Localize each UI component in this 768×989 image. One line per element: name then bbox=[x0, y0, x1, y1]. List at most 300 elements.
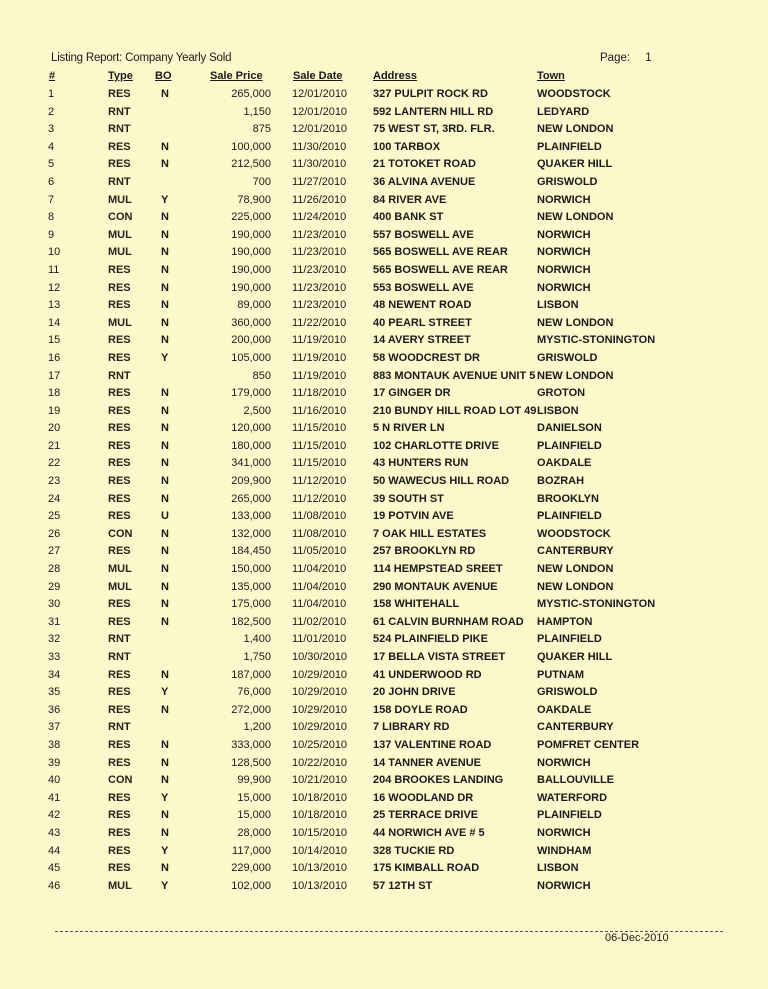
sale-date-cell: 12/01/2010 bbox=[292, 105, 348, 118]
address-cell: 50 WAWECUS HILL ROAD bbox=[373, 475, 510, 488]
sale-date-cell: 11/22/2010 bbox=[292, 316, 347, 329]
table-row bbox=[0, 843, 768, 861]
bo-cell: N bbox=[161, 756, 169, 769]
report-title: Listing Report: Company Yearly Sold bbox=[51, 52, 232, 64]
type-cell: RES bbox=[108, 862, 131, 875]
type-cell: RES bbox=[108, 334, 131, 347]
address-cell: 75 WEST ST, 3RD. FLR. bbox=[373, 123, 495, 136]
type-cell: RNT bbox=[108, 633, 131, 646]
row-number-cell: 31 bbox=[48, 615, 61, 628]
bo-cell: N bbox=[161, 404, 169, 417]
sale-date-cell: 11/19/2010 bbox=[292, 351, 347, 364]
sale-price-cell: 150,000 bbox=[231, 563, 271, 576]
bo-cell: Y bbox=[161, 351, 169, 364]
row-number-cell: 41 bbox=[48, 791, 61, 804]
table-row bbox=[0, 473, 768, 491]
town-cell: NEW LONDON bbox=[537, 580, 614, 593]
type-cell: RNT bbox=[108, 175, 131, 188]
table-row bbox=[0, 596, 768, 614]
row-number-cell: 8 bbox=[48, 211, 55, 224]
type-cell: RES bbox=[108, 510, 131, 523]
sale-price-cell: 225,000 bbox=[231, 211, 271, 224]
type-cell: RES bbox=[108, 140, 131, 153]
town-cell: BROOKLYN bbox=[537, 492, 599, 505]
address-cell: 44 NORWICH AVE # 5 bbox=[373, 826, 485, 839]
row-number-cell: 7 bbox=[48, 193, 55, 206]
type-cell: RNT bbox=[108, 721, 131, 734]
bo-cell: N bbox=[161, 387, 169, 400]
town-cell: NORWICH bbox=[537, 756, 591, 769]
table-row bbox=[0, 860, 768, 878]
row-number-cell: 35 bbox=[48, 686, 61, 699]
address-cell: 400 BANK ST bbox=[373, 211, 444, 224]
sale-price-cell: 175,000 bbox=[231, 598, 271, 611]
row-number-cell: 15 bbox=[48, 334, 61, 347]
sale-date-cell: 10/29/2010 bbox=[292, 721, 348, 734]
town-cell: NEW LONDON bbox=[537, 316, 614, 329]
sale-price-cell: 89,000 bbox=[237, 299, 271, 312]
town-cell: PLAINFIELD bbox=[537, 140, 602, 153]
address-cell: 36 ALVINA AVENUE bbox=[373, 175, 476, 188]
page-label: Page: bbox=[600, 52, 631, 64]
sale-date-cell: 10/29/2010 bbox=[292, 668, 348, 681]
sale-price-cell: 265,000 bbox=[231, 492, 271, 505]
sale-price-cell: 182,500 bbox=[231, 615, 271, 628]
table-row bbox=[0, 807, 768, 825]
table-row bbox=[0, 455, 768, 473]
address-cell: 7 OAK HILL ESTATES bbox=[373, 527, 487, 540]
row-number-cell: 34 bbox=[48, 668, 61, 681]
sale-price-cell: 117,000 bbox=[232, 844, 271, 857]
sale-price-cell: 1,400 bbox=[243, 633, 271, 646]
bo-cell: N bbox=[161, 439, 169, 452]
address-cell: 5 N RIVER LN bbox=[373, 422, 445, 435]
type-cell: MUL bbox=[108, 580, 132, 593]
table-row bbox=[0, 508, 768, 526]
table-row bbox=[0, 192, 768, 210]
sale-price-cell: 850 bbox=[252, 369, 271, 382]
town-cell: LEDYARD bbox=[537, 105, 590, 118]
address-cell: 19 POTVIN AVE bbox=[373, 510, 454, 523]
sale-date-cell: 11/02/2010 bbox=[292, 615, 347, 628]
address-cell: 16 WOODLAND DR bbox=[373, 791, 474, 804]
address-cell: 328 TUCKIE RD bbox=[373, 844, 455, 857]
row-number-cell: 38 bbox=[48, 738, 61, 751]
address-cell: 40 PEARL STREET bbox=[373, 316, 472, 329]
address-cell: 14 TANNER AVENUE bbox=[373, 756, 481, 769]
type-cell: RES bbox=[108, 844, 131, 857]
sale-price-cell: 135,000 bbox=[231, 580, 271, 593]
sale-price-cell: 128,500 bbox=[231, 756, 271, 769]
address-cell: 25 TERRACE DRIVE bbox=[373, 809, 479, 822]
address-cell: 565 BOSWELL AVE REAR bbox=[373, 246, 508, 259]
table-row bbox=[0, 649, 768, 667]
town-cell: WOODSTOCK bbox=[537, 88, 611, 100]
town-cell: OAKDALE bbox=[537, 457, 592, 470]
type-cell: RES bbox=[108, 88, 131, 100]
column-header-town: Town bbox=[537, 70, 565, 82]
type-cell: RES bbox=[108, 439, 131, 452]
sale-price-cell: 190,000 bbox=[231, 263, 271, 276]
address-cell: 17 BELLA VISTA STREET bbox=[373, 651, 506, 663]
town-cell: NORWICH bbox=[537, 193, 591, 206]
address-cell: 21 TOTOKET ROAD bbox=[373, 158, 476, 171]
type-cell: MUL bbox=[108, 228, 132, 241]
town-cell: MYSTIC-STONINGTON bbox=[537, 598, 656, 611]
row-number-cell: 37 bbox=[48, 721, 61, 734]
type-cell: RES bbox=[108, 351, 131, 364]
type-cell: RES bbox=[108, 457, 131, 470]
address-cell: 20 JOHN DRIVE bbox=[373, 686, 456, 699]
sale-price-cell: 99,900 bbox=[237, 774, 271, 787]
table-row bbox=[0, 385, 768, 403]
town-cell: LISBON bbox=[537, 862, 579, 875]
row-number-cell: 9 bbox=[48, 228, 55, 241]
bo-cell: N bbox=[161, 475, 169, 488]
bo-cell: Y bbox=[161, 686, 169, 699]
table-row bbox=[0, 737, 768, 755]
type-cell: RNT bbox=[108, 105, 131, 118]
town-cell: NEW LONDON bbox=[537, 123, 614, 136]
address-cell: 100 TARBOX bbox=[373, 140, 441, 153]
table-row bbox=[0, 438, 768, 456]
sale-price-cell: 102,000 bbox=[231, 879, 271, 892]
sale-date-cell: 11/23/2010 bbox=[292, 263, 347, 276]
sale-price-cell: 179,000 bbox=[231, 387, 271, 400]
type-cell: MUL bbox=[108, 879, 132, 892]
town-cell: WATERFORD bbox=[537, 791, 608, 804]
town-cell: LISBON bbox=[537, 404, 579, 417]
column-header-sale-date: Sale Date bbox=[293, 70, 343, 82]
sale-date-cell: 11/23/2010 bbox=[292, 246, 347, 259]
row-number-cell: 22 bbox=[48, 457, 61, 470]
column-header-bo: BO bbox=[155, 70, 172, 82]
address-cell: 39 SOUTH ST bbox=[373, 492, 444, 505]
town-cell: PLAINFIELD bbox=[537, 809, 602, 822]
bo-cell: N bbox=[161, 211, 169, 224]
type-cell: RES bbox=[108, 158, 131, 171]
table-row bbox=[0, 755, 768, 773]
bo-cell: N bbox=[161, 88, 169, 100]
sale-date-cell: 12/01/2010 bbox=[292, 123, 348, 136]
bo-cell: N bbox=[161, 545, 169, 558]
sale-date-cell: 11/12/2010 bbox=[292, 475, 347, 488]
sale-date-cell: 11/04/2010 bbox=[292, 598, 347, 611]
type-cell: MUL bbox=[108, 316, 132, 329]
bo-cell: U bbox=[161, 510, 169, 523]
sale-date-cell: 11/18/2010 bbox=[292, 387, 347, 400]
sale-date-cell: 11/23/2010 bbox=[292, 281, 347, 294]
column-header-address: Address bbox=[373, 70, 418, 82]
sale-date-cell: 10/22/2010 bbox=[292, 756, 348, 769]
bo-cell: N bbox=[161, 263, 169, 276]
address-cell: 57 12TH ST bbox=[373, 879, 433, 892]
address-cell: 61 CALVIN BURNHAM ROAD bbox=[373, 615, 524, 628]
bo-cell: Y bbox=[161, 879, 169, 892]
sale-date-cell: 11/15/2010 bbox=[292, 439, 347, 452]
table-row bbox=[0, 631, 768, 649]
bo-cell: N bbox=[161, 158, 169, 171]
row-number-cell: 5 bbox=[48, 158, 55, 171]
type-cell: MUL bbox=[108, 563, 132, 576]
table-row bbox=[0, 315, 768, 333]
bo-cell: N bbox=[161, 598, 169, 611]
table-row bbox=[0, 280, 768, 298]
bo-cell: N bbox=[161, 228, 169, 241]
sale-price-cell: 341,000 bbox=[231, 457, 271, 470]
table-row bbox=[0, 297, 768, 315]
bo-cell: N bbox=[161, 334, 169, 347]
town-cell: DANIELSON bbox=[537, 422, 602, 435]
sale-date-cell: 11/08/2010 bbox=[292, 510, 347, 523]
type-cell: RES bbox=[108, 475, 131, 488]
table-row bbox=[0, 614, 768, 632]
table-header bbox=[0, 70, 768, 84]
table-row bbox=[0, 579, 768, 597]
table-row bbox=[0, 825, 768, 843]
town-cell: PLAINFIELD bbox=[537, 510, 602, 523]
table-row bbox=[0, 702, 768, 720]
row-number-cell: 44 bbox=[48, 844, 61, 857]
address-cell: 158 DOYLE ROAD bbox=[373, 703, 468, 716]
town-cell: QUAKER HILL bbox=[537, 158, 613, 171]
bo-cell: N bbox=[161, 563, 169, 576]
sale-price-cell: 187,000 bbox=[231, 668, 271, 681]
sale-date-cell: 10/13/2010 bbox=[292, 862, 348, 875]
sale-price-cell: 15,000 bbox=[237, 791, 271, 804]
sale-price-cell: 1,750 bbox=[243, 651, 271, 663]
town-cell: WINDHAM bbox=[537, 844, 592, 857]
table-row bbox=[0, 772, 768, 790]
address-cell: 58 WOODCREST DR bbox=[373, 351, 480, 364]
column-header-sale-price: Sale Price bbox=[210, 70, 263, 82]
sale-date-cell: 12/01/2010 bbox=[292, 88, 348, 100]
type-cell: CON bbox=[108, 211, 133, 224]
table-row bbox=[0, 156, 768, 174]
sale-date-cell: 10/15/2010 bbox=[292, 826, 348, 839]
table-row bbox=[0, 174, 768, 192]
sale-date-cell: 11/12/2010 bbox=[292, 492, 347, 505]
table-row bbox=[0, 262, 768, 280]
type-cell: RES bbox=[108, 545, 131, 558]
sale-date-cell: 11/08/2010 bbox=[292, 527, 347, 540]
type-cell: RES bbox=[108, 263, 131, 276]
town-cell: CANTERBURY bbox=[537, 721, 614, 734]
row-number-cell: 33 bbox=[48, 651, 61, 663]
sale-price-cell: 132,000 bbox=[231, 527, 271, 540]
type-cell: RNT bbox=[108, 651, 131, 663]
table-row bbox=[0, 878, 768, 896]
type-cell: RES bbox=[108, 492, 131, 505]
table-row bbox=[0, 350, 768, 368]
row-number-cell: 43 bbox=[48, 826, 61, 839]
footer-date: 06-Dec-2010 bbox=[605, 932, 669, 944]
sale-price-cell: 360,000 bbox=[231, 316, 271, 329]
sale-date-cell: 11/23/2010 bbox=[292, 228, 347, 241]
type-cell: RES bbox=[108, 281, 131, 294]
bo-cell: N bbox=[161, 492, 169, 505]
row-number-cell: 20 bbox=[48, 422, 61, 435]
sale-date-cell: 10/30/2010 bbox=[292, 651, 348, 663]
town-cell: WOODSTOCK bbox=[537, 527, 611, 540]
row-number-cell: 36 bbox=[48, 703, 61, 716]
row-number-cell: 12 bbox=[48, 281, 61, 294]
table-row bbox=[0, 403, 768, 421]
sale-price-cell: 190,000 bbox=[231, 281, 271, 294]
row-number-cell: 45 bbox=[48, 862, 61, 875]
address-cell: 158 WHITEHALL bbox=[373, 598, 460, 611]
table-row bbox=[0, 121, 768, 139]
sale-price-cell: 120,000 bbox=[231, 422, 271, 435]
bo-cell: N bbox=[161, 703, 169, 716]
type-cell: RES bbox=[108, 686, 131, 699]
sale-date-cell: 11/23/2010 bbox=[292, 299, 347, 312]
bo-cell: N bbox=[161, 580, 169, 593]
bo-cell: N bbox=[161, 738, 169, 751]
row-number-cell: 42 bbox=[48, 809, 61, 822]
sale-price-cell: 1,200 bbox=[243, 721, 271, 734]
address-cell: 327 PULPIT ROCK RD bbox=[373, 88, 488, 100]
sale-price-cell: 700 bbox=[252, 175, 271, 188]
address-cell: 592 LANTERN HILL RD bbox=[373, 105, 494, 118]
town-cell: GROTON bbox=[537, 387, 586, 400]
type-cell: CON bbox=[108, 527, 133, 540]
address-cell: 557 BOSWELL AVE bbox=[373, 228, 474, 241]
type-cell: RES bbox=[108, 422, 131, 435]
bo-cell: N bbox=[161, 862, 169, 875]
row-number-cell: 26 bbox=[48, 527, 61, 540]
type-cell: MUL bbox=[108, 193, 132, 206]
bo-cell: N bbox=[161, 457, 169, 470]
type-cell: RES bbox=[108, 404, 131, 417]
type-cell: RES bbox=[108, 598, 131, 611]
bo-cell: N bbox=[161, 299, 169, 312]
sale-date-cell: 11/04/2010 bbox=[292, 563, 347, 576]
sale-date-cell: 11/16/2010 bbox=[292, 404, 347, 417]
sale-price-cell: 212,500 bbox=[231, 158, 271, 171]
sale-price-cell: 265,000 bbox=[231, 88, 271, 100]
address-cell: 114 HEMPSTEAD SREET bbox=[373, 563, 503, 576]
town-cell: BOZRAH bbox=[537, 475, 585, 488]
type-cell: RES bbox=[108, 738, 131, 751]
town-cell: NEW LONDON bbox=[537, 211, 614, 224]
sale-date-cell: 11/04/2010 bbox=[292, 580, 347, 593]
sale-date-cell: 10/29/2010 bbox=[292, 703, 348, 716]
bo-cell: N bbox=[161, 668, 169, 681]
type-cell: RES bbox=[108, 809, 131, 822]
town-cell: NORWICH bbox=[537, 826, 591, 839]
row-number-cell: 39 bbox=[48, 756, 61, 769]
address-cell: 17 GINGER DR bbox=[373, 387, 451, 400]
town-cell: NORWICH bbox=[537, 246, 591, 259]
page-number: 1 bbox=[645, 52, 652, 64]
address-cell: 204 BROOKES LANDING bbox=[373, 774, 504, 787]
sale-price-cell: 209,900 bbox=[231, 475, 271, 488]
address-cell: 257 BROOKLYN RD bbox=[373, 545, 476, 558]
address-cell: 553 BOSWELL AVE bbox=[373, 281, 474, 294]
sale-date-cell: 10/14/2010 bbox=[292, 844, 348, 857]
table-row bbox=[0, 667, 768, 685]
bo-cell: N bbox=[161, 826, 169, 839]
town-cell: NORWICH bbox=[537, 879, 591, 892]
town-cell: PUTNAM bbox=[537, 668, 585, 681]
type-cell: RNT bbox=[108, 123, 131, 136]
bo-cell: N bbox=[161, 140, 169, 153]
sale-price-cell: 1,150 bbox=[243, 105, 271, 118]
address-cell: 290 MONTAUK AVENUE bbox=[373, 580, 498, 593]
address-cell: 84 RIVER AVE bbox=[373, 193, 447, 206]
sale-date-cell: 11/15/2010 bbox=[292, 422, 347, 435]
row-number-cell: 1 bbox=[48, 88, 55, 100]
row-number-cell: 32 bbox=[48, 633, 61, 646]
row-number-cell: 18 bbox=[48, 387, 61, 400]
town-cell: PLAINFIELD bbox=[537, 633, 602, 646]
type-cell: RES bbox=[108, 299, 131, 312]
sale-date-cell: 11/26/2010 bbox=[292, 193, 347, 206]
sale-date-cell: 11/01/2010 bbox=[292, 633, 347, 646]
row-number-cell: 27 bbox=[48, 545, 61, 558]
sale-price-cell: 190,000 bbox=[231, 228, 271, 241]
sale-price-cell: 105,000 bbox=[231, 351, 271, 364]
sale-price-cell: 229,000 bbox=[231, 862, 271, 875]
table-row bbox=[0, 244, 768, 262]
row-number-cell: 16 bbox=[48, 351, 61, 364]
row-number-cell: 6 bbox=[48, 175, 55, 188]
sale-date-cell: 10/21/2010 bbox=[292, 774, 348, 787]
sale-price-cell: 133,000 bbox=[231, 510, 271, 523]
sale-date-cell: 10/25/2010 bbox=[292, 738, 348, 751]
type-cell: RES bbox=[108, 668, 131, 681]
town-cell: GRISWOLD bbox=[537, 175, 598, 188]
type-cell: CON bbox=[108, 774, 133, 787]
type-cell: RES bbox=[108, 756, 131, 769]
bo-cell: N bbox=[161, 422, 169, 435]
address-cell: 48 NEWENT ROAD bbox=[373, 299, 472, 312]
sale-price-cell: 200,000 bbox=[231, 334, 271, 347]
town-cell: POMFRET CENTER bbox=[537, 738, 640, 751]
type-cell: RES bbox=[108, 703, 131, 716]
row-number-cell: 28 bbox=[48, 563, 61, 576]
table-row bbox=[0, 86, 768, 104]
address-cell: 524 PLAINFIELD PIKE bbox=[373, 633, 488, 646]
row-number-cell: 23 bbox=[48, 475, 61, 488]
sale-date-cell: 11/30/2010 bbox=[292, 140, 347, 153]
type-cell: RNT bbox=[108, 369, 131, 382]
sale-price-cell: 272,000 bbox=[231, 703, 271, 716]
sale-date-cell: 11/27/2010 bbox=[292, 175, 347, 188]
bo-cell: N bbox=[161, 774, 169, 787]
town-cell: HAMPTON bbox=[537, 615, 593, 628]
address-cell: 565 BOSWELL AVE REAR bbox=[373, 263, 508, 276]
type-cell: RES bbox=[108, 791, 131, 804]
sale-price-cell: 184,450 bbox=[231, 545, 271, 558]
row-number-cell: 14 bbox=[48, 316, 61, 329]
table-row bbox=[0, 684, 768, 702]
bo-cell: N bbox=[161, 615, 169, 628]
table-row bbox=[0, 790, 768, 808]
table-row bbox=[0, 543, 768, 561]
town-cell: NORWICH bbox=[537, 281, 591, 294]
table-row bbox=[0, 368, 768, 386]
town-cell: CANTERBURY bbox=[537, 545, 614, 558]
type-cell: RES bbox=[108, 826, 131, 839]
address-cell: 137 VALENTINE ROAD bbox=[373, 738, 492, 751]
row-number-cell: 13 bbox=[48, 299, 61, 312]
town-cell: NEW LONDON bbox=[537, 563, 614, 576]
row-number-cell: 29 bbox=[48, 580, 61, 593]
town-cell: OAKDALE bbox=[537, 703, 592, 716]
sale-price-cell: 76,000 bbox=[237, 686, 271, 699]
